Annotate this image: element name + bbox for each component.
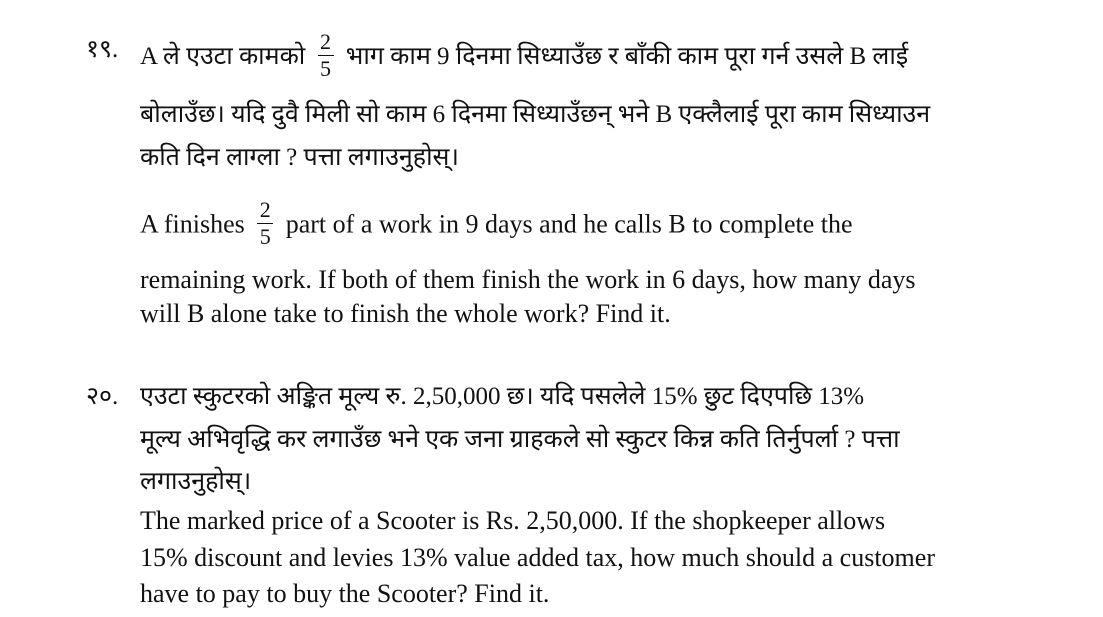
fraction-denominator: 5 bbox=[259, 224, 271, 249]
question-number: १९. bbox=[86, 36, 119, 63]
question-text-nepali-line-2: मूल्य अभिवृद्धि कर लगाउँछ भने एक जना ग्राहकले सो स्कुटर किन्न कति तिर्नुपर्ला ? पत्ता bbox=[140, 426, 900, 453]
question-text-nepali-line-2: बोलाउँछ। यदि दुवै मिली सो काम 6 दिनमा सिध्याउँछन् भने B एक्लैलाई पूरा काम सिध्याउन bbox=[140, 101, 931, 128]
text-segment: भाग काम 9 दिनमा सिध्याउँछ र बाँकी काम पूरा गर्न उसले B लाई bbox=[345, 43, 909, 71]
question-text-nepali-line-1 bbox=[140, 29, 909, 83]
question-text-nepali-line-3: कति दिन लाग्ला ? पत्ता लगाउनुहोस्। bbox=[140, 144, 459, 171]
fraction-numerator: 2 bbox=[320, 29, 332, 54]
text-segment: A finishes bbox=[140, 209, 245, 239]
question-text-nepali-line-1: एउटा स्कुटरको अङ्कित मूल्य रु. 2,50,000 छ। यदि पसलेले 15% छुट दिएपछि 13% bbox=[140, 383, 865, 410]
text-segment: part of a work in 9 days and he calls B to complete the bbox=[285, 209, 853, 239]
question-number: २०. bbox=[86, 383, 119, 410]
fraction bbox=[257, 199, 273, 248]
question-text-nepali-line-3: लगाउनुहोस्। bbox=[140, 468, 252, 495]
question-text-english-line-1 bbox=[140, 197, 853, 251]
question-text-english-line-1: The marked price of a Scooter is Rs. 2,50,000. If the shopkeeper allows bbox=[140, 506, 886, 535]
question-text-english-line-2: 15% discount and levies 13% value added tax, how much should a customer bbox=[140, 543, 935, 572]
question-text-english-line-3: will B alone take to finish the whole work? Find it. bbox=[140, 299, 671, 328]
question-text-english-line-3: have to pay to buy the Scooter? Find it. bbox=[140, 579, 550, 608]
fraction-denominator: 5 bbox=[320, 56, 332, 81]
text-segment: A ले एउटा कामको bbox=[140, 43, 306, 71]
question-text-english-line-2: remaining work. If both of them finish the work in 6 days, how many days bbox=[140, 265, 916, 294]
fraction-numerator: 2 bbox=[259, 197, 271, 222]
fraction bbox=[318, 31, 334, 80]
